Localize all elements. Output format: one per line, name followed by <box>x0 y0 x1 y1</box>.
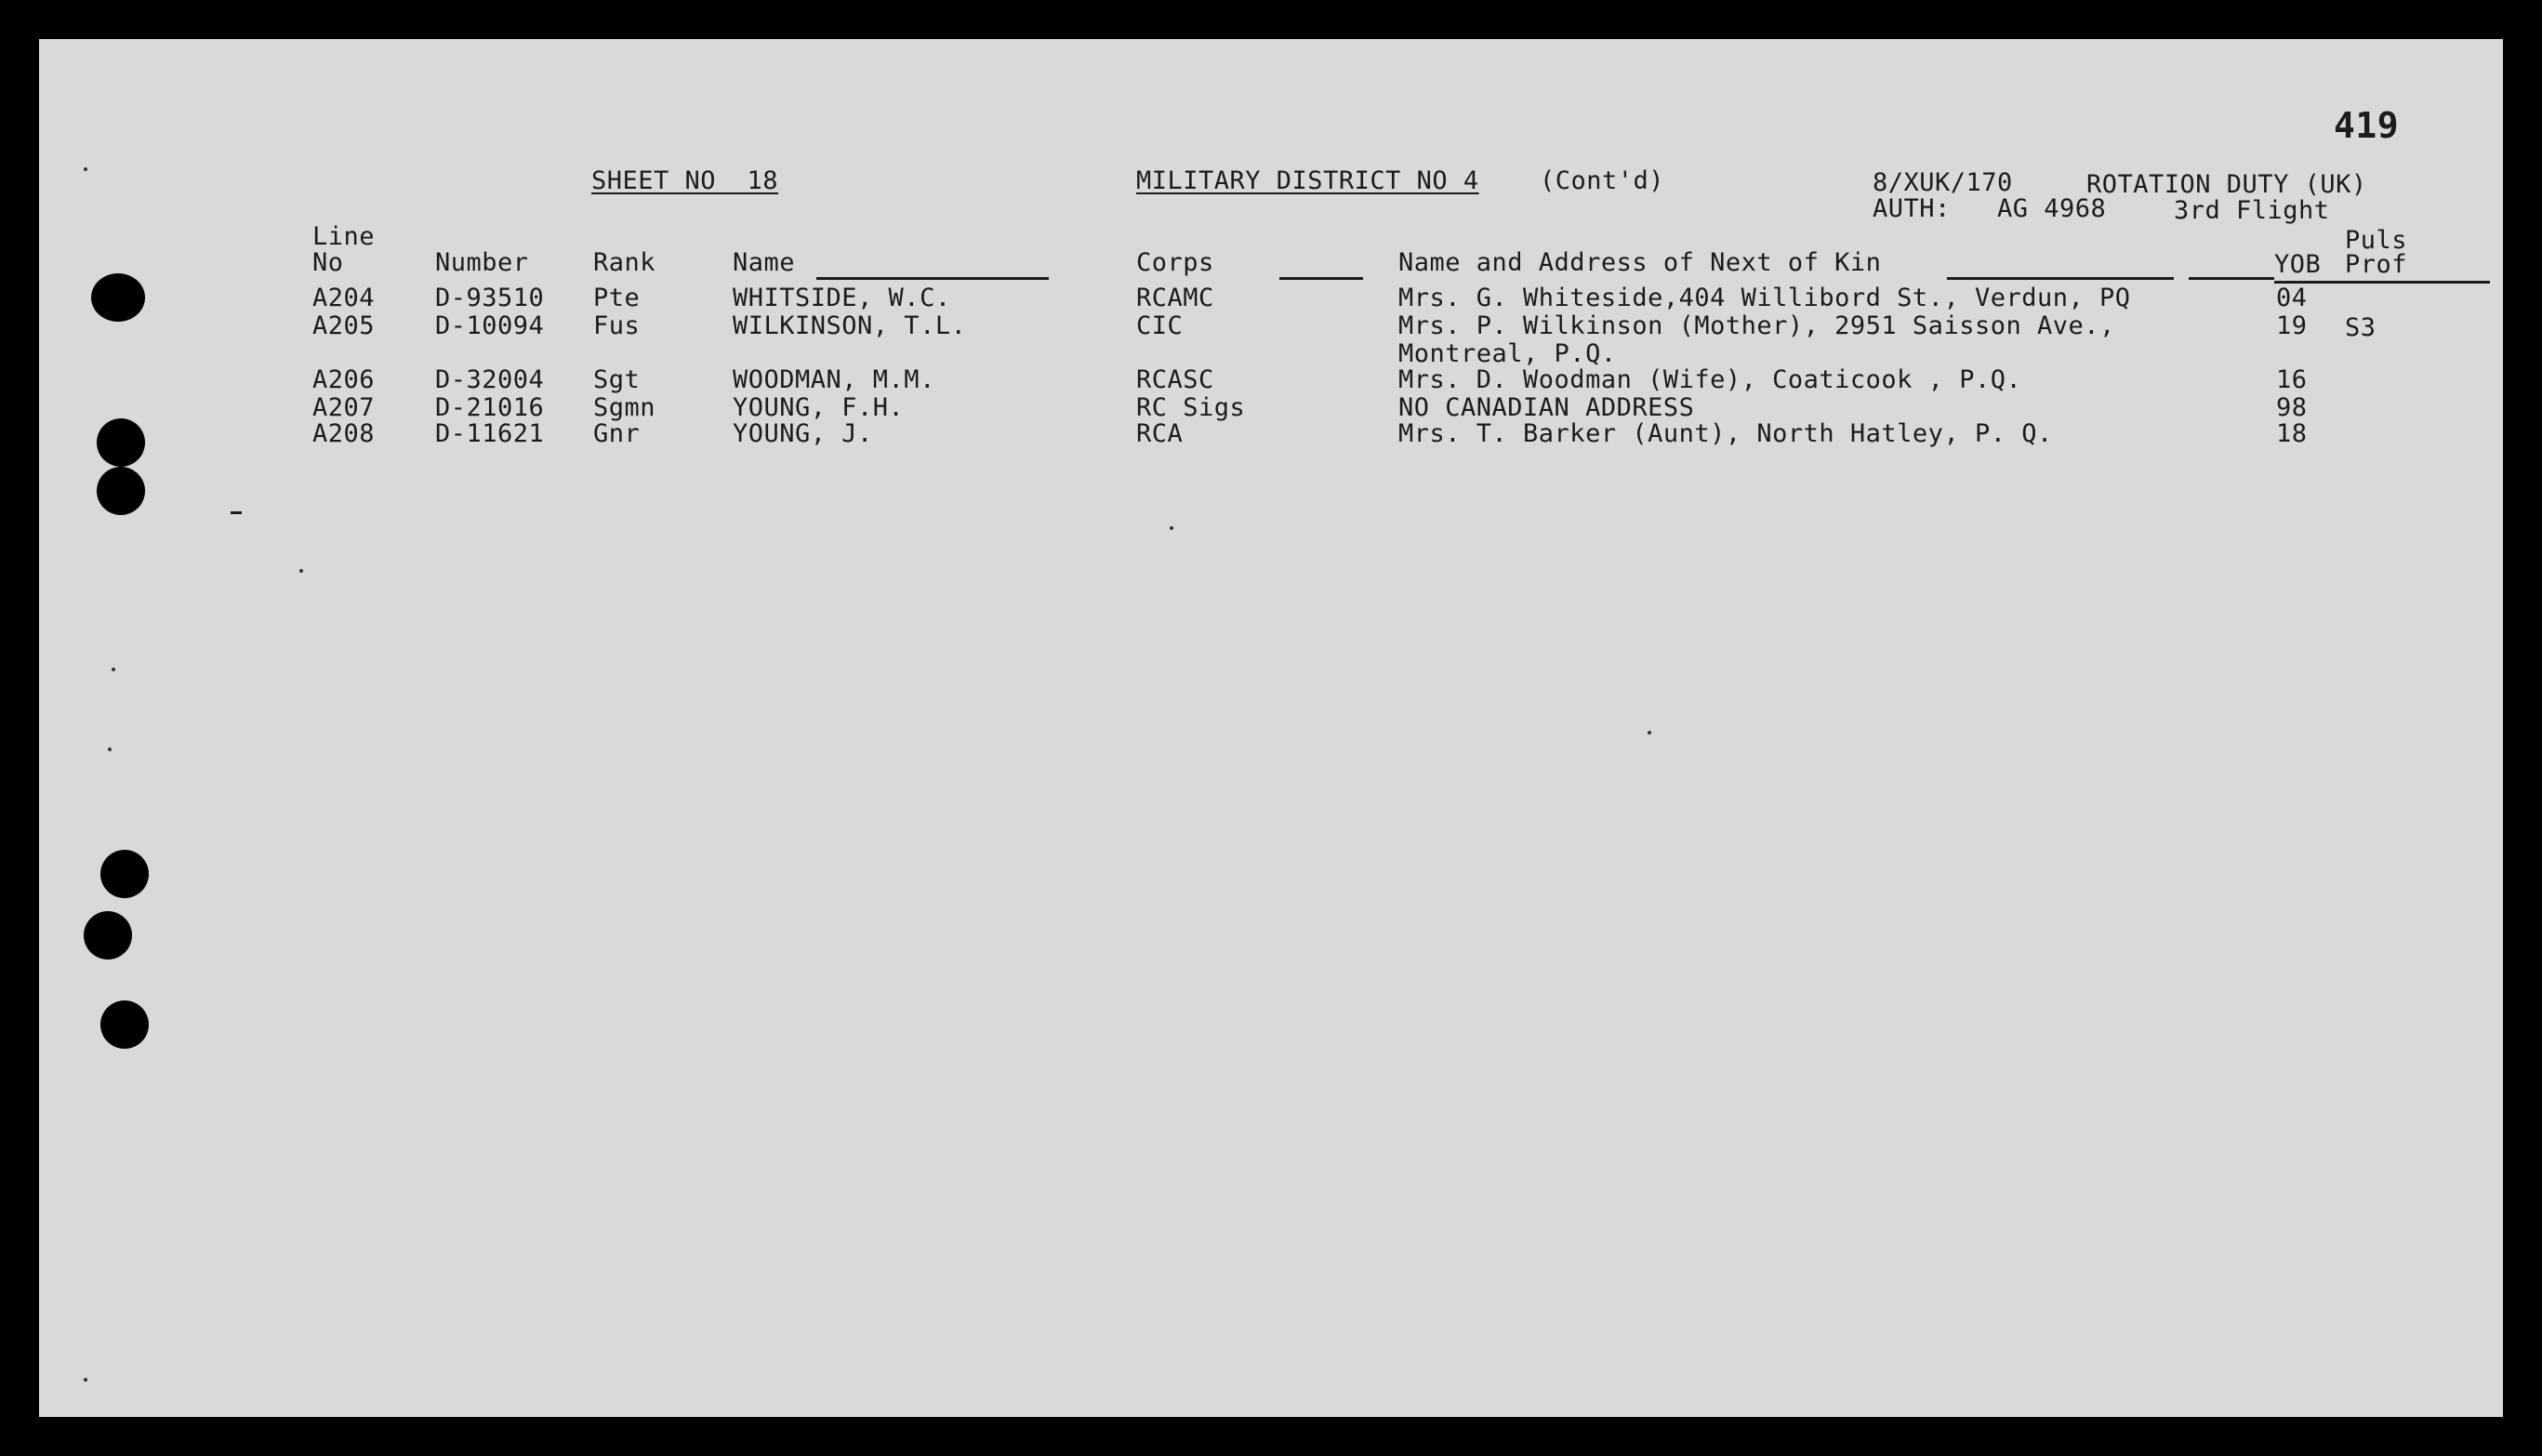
rotation-duty: ROTATION DUTY (UK) <box>2086 170 2367 199</box>
cell-corps: RCAMC <box>1136 284 1214 312</box>
cell-number: D-32004 <box>435 365 545 394</box>
punch-hole <box>97 418 145 467</box>
col-yob: YOB <box>2274 250 2322 279</box>
cell-number: D-93510 <box>435 284 545 312</box>
flight: 3rd Flight <box>2174 196 2330 225</box>
cell-yob: 04 <box>2276 284 2308 312</box>
col-name: Name <box>733 248 796 277</box>
col-number: Number <box>435 248 529 277</box>
sheet-number: SHEET NO 18 <box>591 166 779 195</box>
speck <box>84 1378 87 1382</box>
cell-corps: RCASC <box>1136 365 1214 394</box>
col-kin: Name and Address of Next of Kin <box>1398 248 1882 277</box>
col-corps: Corps <box>1136 248 1214 277</box>
col-rank: Rank <box>593 248 656 277</box>
cell-number: D-11621 <box>435 419 545 448</box>
district-title: MILITARY DISTRICT NO 4 <box>1136 166 1479 195</box>
cell-rank: Fus <box>593 311 641 340</box>
record-sheet <box>39 39 2503 1417</box>
cell-yob: 16 <box>2276 365 2308 394</box>
speck <box>108 748 112 751</box>
col-puls-bottom: Prof <box>2345 250 2408 279</box>
auth-value: AG 4968 <box>1997 194 2107 223</box>
punch-hole <box>91 273 145 322</box>
cell-kin: NO CANADIAN ADDRESS <box>1398 393 1695 422</box>
cell-name: WILKINSON, T.L. <box>733 311 967 340</box>
cell-number: D-10094 <box>435 311 545 340</box>
punch-hole <box>84 911 132 960</box>
speck <box>299 569 303 573</box>
cell-yob: 18 <box>2276 419 2308 448</box>
cell-line: A206 <box>312 365 376 394</box>
cell-number: D-21016 <box>435 393 545 422</box>
cell-corps: RCA <box>1136 419 1184 448</box>
cell-name: WHITSIDE, W.C. <box>733 284 951 312</box>
header-rule-name <box>816 277 1049 280</box>
punch-hole <box>97 467 145 515</box>
stray-mark <box>231 511 242 514</box>
cell-rank: Gnr <box>593 419 641 448</box>
cell-rank: Sgmn <box>593 393 656 422</box>
cell-kin: Mrs. P. Wilkinson (Mother), 2951 Saisson Ave., <box>1398 311 2115 340</box>
speck <box>84 167 87 171</box>
district-cont: (Cont'd) <box>1540 166 1665 195</box>
cell-name: WOODMAN, M.M. <box>733 365 935 394</box>
punch-hole <box>100 850 149 898</box>
cell-line: A205 <box>312 311 376 340</box>
cell-line: A204 <box>312 284 376 312</box>
cell-corps: RC Sigs <box>1136 393 1246 422</box>
punch-hole <box>100 1000 149 1049</box>
col-puls-top: Puls <box>2345 226 2408 255</box>
speck <box>1648 731 1651 735</box>
header-rule-corps <box>1279 277 1363 280</box>
cell-rank: Pte <box>593 284 641 312</box>
cell-kin-continued: Montreal, P.Q. <box>1398 339 1617 368</box>
header-rule-yob <box>2189 277 2274 280</box>
page-number: 419 <box>2334 105 2400 146</box>
cell-kin: Mrs. T. Barker (Aunt), North Hatley, P. Q. <box>1398 419 2053 448</box>
cell-puls: S3 <box>2345 313 2377 342</box>
header-rule-kin <box>1947 277 2174 280</box>
cell-kin: Mrs. G. Whiteside,404 Willibord St., Verdun, PQ <box>1398 284 2131 312</box>
cell-name: YOUNG, J. <box>733 419 873 448</box>
speck <box>1170 526 1173 530</box>
cell-yob: 19 <box>2276 311 2308 340</box>
cell-line: A208 <box>312 419 376 448</box>
cell-rank: Sgt <box>593 365 641 394</box>
cell-corps: CIC <box>1136 311 1184 340</box>
reference-code: 8/XUK/170 <box>1873 168 2013 197</box>
col-line-bottom: No <box>312 248 344 277</box>
cell-yob: 98 <box>2276 393 2308 422</box>
cell-name: YOUNG, F.H. <box>733 393 905 422</box>
auth-label: AUTH: <box>1873 194 1951 223</box>
speck <box>112 668 115 671</box>
cell-line: A207 <box>312 393 376 422</box>
col-line-top: Line <box>312 222 376 251</box>
cell-kin: Mrs. D. Woodman (Wife), Coaticook , P.Q. <box>1398 365 2022 394</box>
